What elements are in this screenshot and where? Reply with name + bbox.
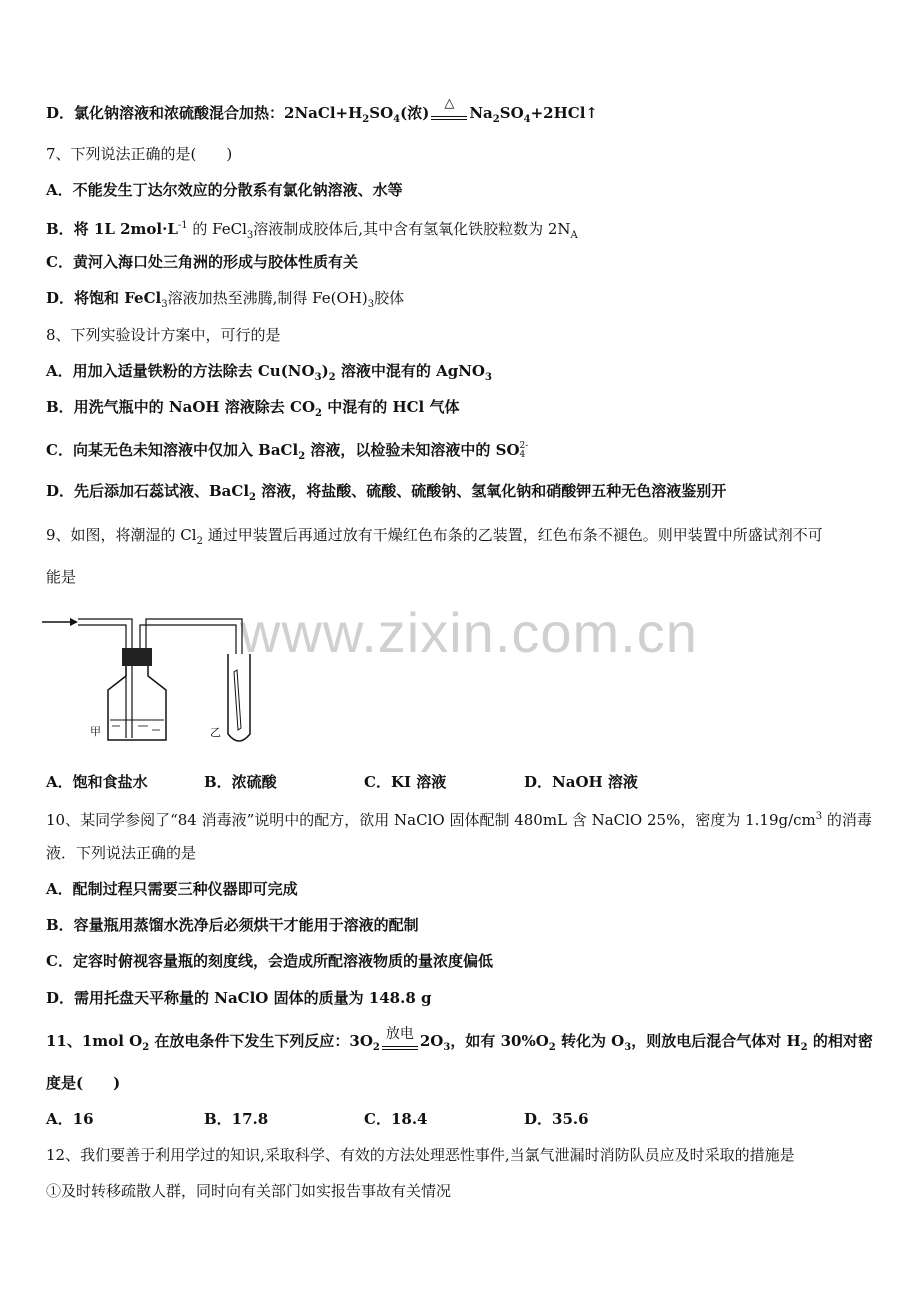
- q9-stem-line1: 9、如图，将潮湿的 $Cl_2$ 通过甲装置后再通过放有干燥红色布条的乙装置，红色布条不褪色。则甲装置中所盛试剂不可: [46, 526, 823, 547]
- q8-option-d: D．先后添加石蕊试液、BaCl$_2$ 溶液，将盐酸、硫酸、硫酸钠、氢氧化钠和硝酸钾五种无色溶液鉴别开: [46, 482, 727, 503]
- q6-option-d: D．氯化钠溶液和浓硫酸混合加热：$2NaCl+H_2SO_4$(浓) △ $Na_2SO_4+2HCl↑$: [46, 96, 598, 125]
- q9-options: [46, 772, 866, 792]
- q11-option-d: D．35.6: [524, 1110, 589, 1128]
- q10-stem-line1: 10、某同学参阅了“84 消毒液”说明中的配方，欲用 NaClO 固体配制 480mL 含 NaClO 25%，密度为 $1.19g/cm^3$ 的消毒: [46, 811, 872, 829]
- q10-option-a: A．配制过程只需要三种仪器即可完成: [46, 880, 298, 898]
- q10-option-b: B．容量瓶用蒸馏水洗净后必须烘干才能用于溶液的配制: [46, 916, 419, 934]
- q7-option-c: C．黄河入海口处三角洲的形成与胶体性质有关: [46, 253, 358, 271]
- q11-stem-line1: 11、1mol $O_2$ 在放电条件下发生下列反应：$3O_2$ 放电 $2O_3$，如有 $30\%O_2$ 转化为 $O_3$，则放电后混合气体对 $H_2$ 的相对密: [46, 1026, 873, 1053]
- q11-options: [46, 1109, 866, 1129]
- q11-option-c: C．18.4: [364, 1110, 428, 1128]
- gas-apparatus-diagram: [40, 610, 300, 750]
- q9-option-d: D．NaOH 溶液: [524, 773, 638, 791]
- q11-stem-line2: 度是( ): [46, 1074, 121, 1092]
- q10-option-d: D．需用托盘天平称量的 NaClO 固体的质量为 148.8 g: [46, 989, 432, 1007]
- q11-option-b: B．17.8: [204, 1110, 269, 1128]
- q8-option-b: B．用洗气瓶中的 NaOH 溶液除去 $CO_2$ 中混有的 HCl 气体: [46, 398, 460, 419]
- watermark: www.zixin.com.cn: [240, 601, 698, 664]
- q9-option-b: B．浓硫酸: [204, 773, 277, 791]
- q7-option-a: A．不能发生丁达尔效应的分散系有氯化钠溶液、水等: [46, 181, 403, 199]
- q7-option-b: B．将 1L $2mol\cdot L^{-1}$ 的 FeCl$_3$溶液制成胶体后,其中含有氢氧化铁胶粒数为 $2N_A$: [46, 220, 578, 241]
- q12-item-1: ①及时转移疏散人群，同时向有关部门如实报告事故有关情况: [46, 1182, 452, 1200]
- q10-option-c: C．定容时俯视容量瓶的刻度线，会造成所配溶液物质的量浓度偏低: [46, 952, 493, 970]
- q11-option-a: A．16: [46, 1110, 94, 1128]
- q8-stem: 8、下列实验设计方案中，可行的是: [46, 326, 281, 344]
- q12-stem: 12、我们要善于利用学过的知识,采取科学、有效的方法处理恶性事件,当氯气泄漏时消防队员应及时采取的措施是: [46, 1146, 795, 1164]
- q8-option-a: A．用加入适量铁粉的方法除去 $Cu(NO_3)_2$ 溶液中混有的 AgNO$_3$: [46, 362, 492, 383]
- q8-option-c: C．向某无色未知溶液中仅加入 BaCl$_2$ 溶液，以检验未知溶液中的 SO 2- 4: [46, 441, 529, 462]
- label-jia: 甲: [90, 725, 101, 738]
- q7-stem: 7、下列说法正确的是( ): [46, 145, 233, 163]
- discharge-condition-arrow: 放电: [380, 1032, 420, 1052]
- q9-option-c: C．KI 溶液: [364, 773, 447, 791]
- q9-stem-line2: 能是: [46, 568, 77, 586]
- label-yi: 乙: [210, 726, 221, 739]
- q10-stem-line2: 液．下列说法正确的是: [46, 844, 197, 862]
- q7-option-d: D．将饱和 FeCl$_3$溶液加热至沸腾,制得 $Fe(OH)_3$胶体: [46, 289, 405, 310]
- q9-option-a: A．饱和食盐水: [46, 773, 148, 791]
- heat-condition-arrow: △: [429, 104, 469, 124]
